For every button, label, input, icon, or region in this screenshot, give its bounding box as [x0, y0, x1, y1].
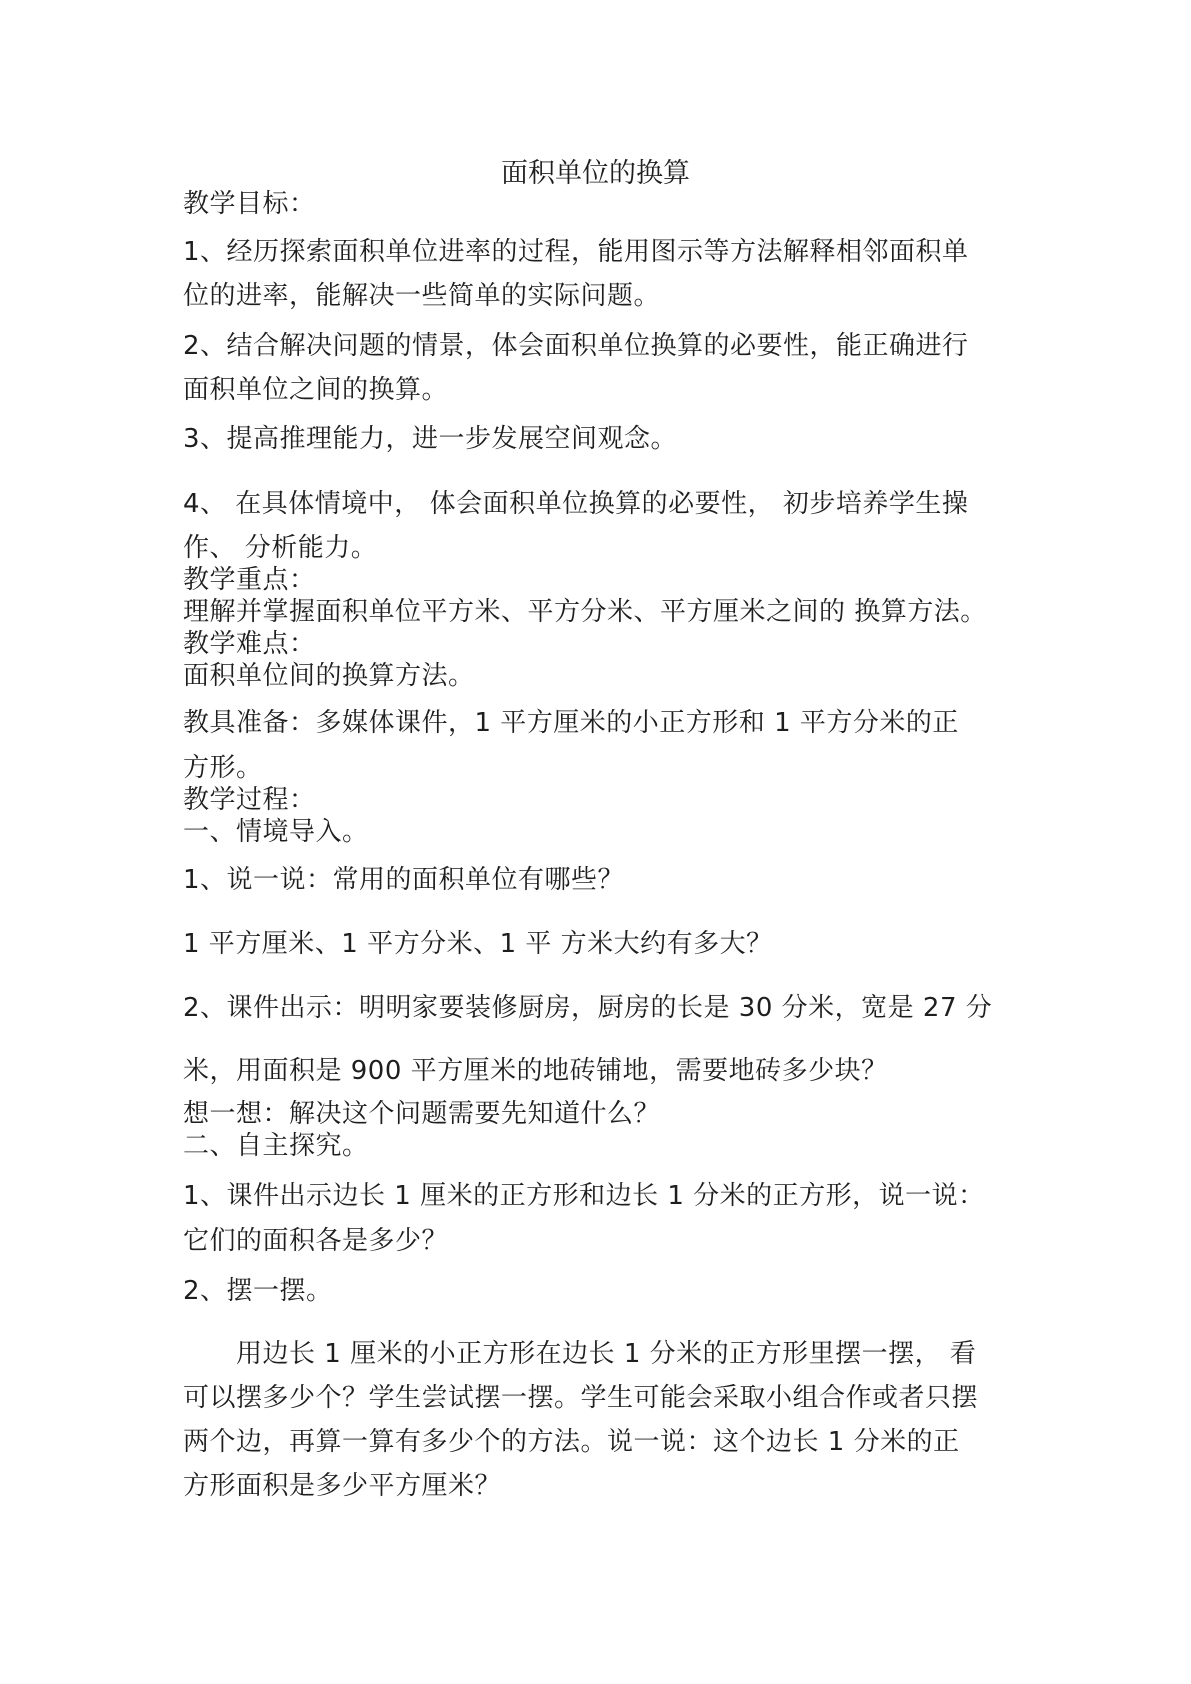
text-line: 方形面积是多少平方厘米？	[183, 1471, 502, 1501]
text-line: 1 平方厘米、1 平方分米、1 平 方米大约有多大？	[183, 929, 773, 959]
section-heading-explore: 二、自主探究。	[183, 1131, 369, 1161]
text-line: 2、课件出示：明明家要装修厨房，厨房的长是 30 分米，宽是 27 分	[183, 993, 993, 1023]
section-heading-objectives: 教学目标：	[183, 189, 316, 219]
section-heading-key-points: 教学重点：	[183, 565, 316, 595]
text-line: 作、 分析能力。	[183, 533, 378, 563]
text-line: 位的进率，能解决一些简单的实际问题。	[183, 281, 661, 311]
text-line: 面积单位间的换算方法。	[183, 661, 475, 691]
text-line: 1、课件出示边长 1 厘米的正方形和边长 1 分米的正方形，说一说：	[183, 1181, 985, 1211]
text-line: 两个边，再算一算有多少个的方法。说一说：这个边长 1 分米的正	[183, 1427, 960, 1457]
section-heading-difficulties: 教学难点：	[183, 629, 316, 659]
text-line: 1、经历探索面积单位进率的过程，能用图示等方法解释相邻面积单	[183, 237, 969, 267]
section-heading-process: 教学过程：	[183, 785, 316, 815]
text-line: 2、结合解决问题的情景，体会面积单位换算的必要性，能正确进行	[183, 331, 969, 361]
section-heading-intro: 一、情境导入。	[183, 817, 369, 847]
text-line: 4、 在具体情境中， 体会面积单位换算的必要性， 初步培养学生操	[183, 489, 969, 519]
text-line: 方形。	[183, 753, 263, 783]
text-line: 3、提高推理能力，进一步发展空间观念。	[183, 424, 678, 454]
text-line: 米，用面积是 900 平方厘米的地砖铺地，需要地砖多少块？	[183, 1056, 888, 1086]
text-line: 1、说一说：常用的面积单位有哪些？	[183, 865, 625, 895]
text-line: 教具准备：多媒体课件，1 平方厘米的小正方形和 1 平方分米的正	[183, 708, 959, 738]
text-line: 面积单位之间的换算。	[183, 375, 449, 405]
text-line: 用边长 1 厘米的小正方形在边长 1 分米的正方形里摆一摆， 看	[236, 1339, 977, 1369]
text-line: 2、摆一摆。	[183, 1276, 333, 1306]
text-line: 想一想：解决这个问题需要先知道什么？	[183, 1099, 661, 1129]
text-line: 可以摆多少个？学生尝试摆一摆。学生可能会采取小组合作或者只摆	[183, 1383, 979, 1413]
document-title: 面积单位的换算	[501, 158, 690, 189]
text-line: 理解并掌握面积单位平方米、平方分米、平方厘米之间的 换算方法。	[183, 597, 987, 627]
text-line: 它们的面积各是多少？	[183, 1226, 449, 1256]
